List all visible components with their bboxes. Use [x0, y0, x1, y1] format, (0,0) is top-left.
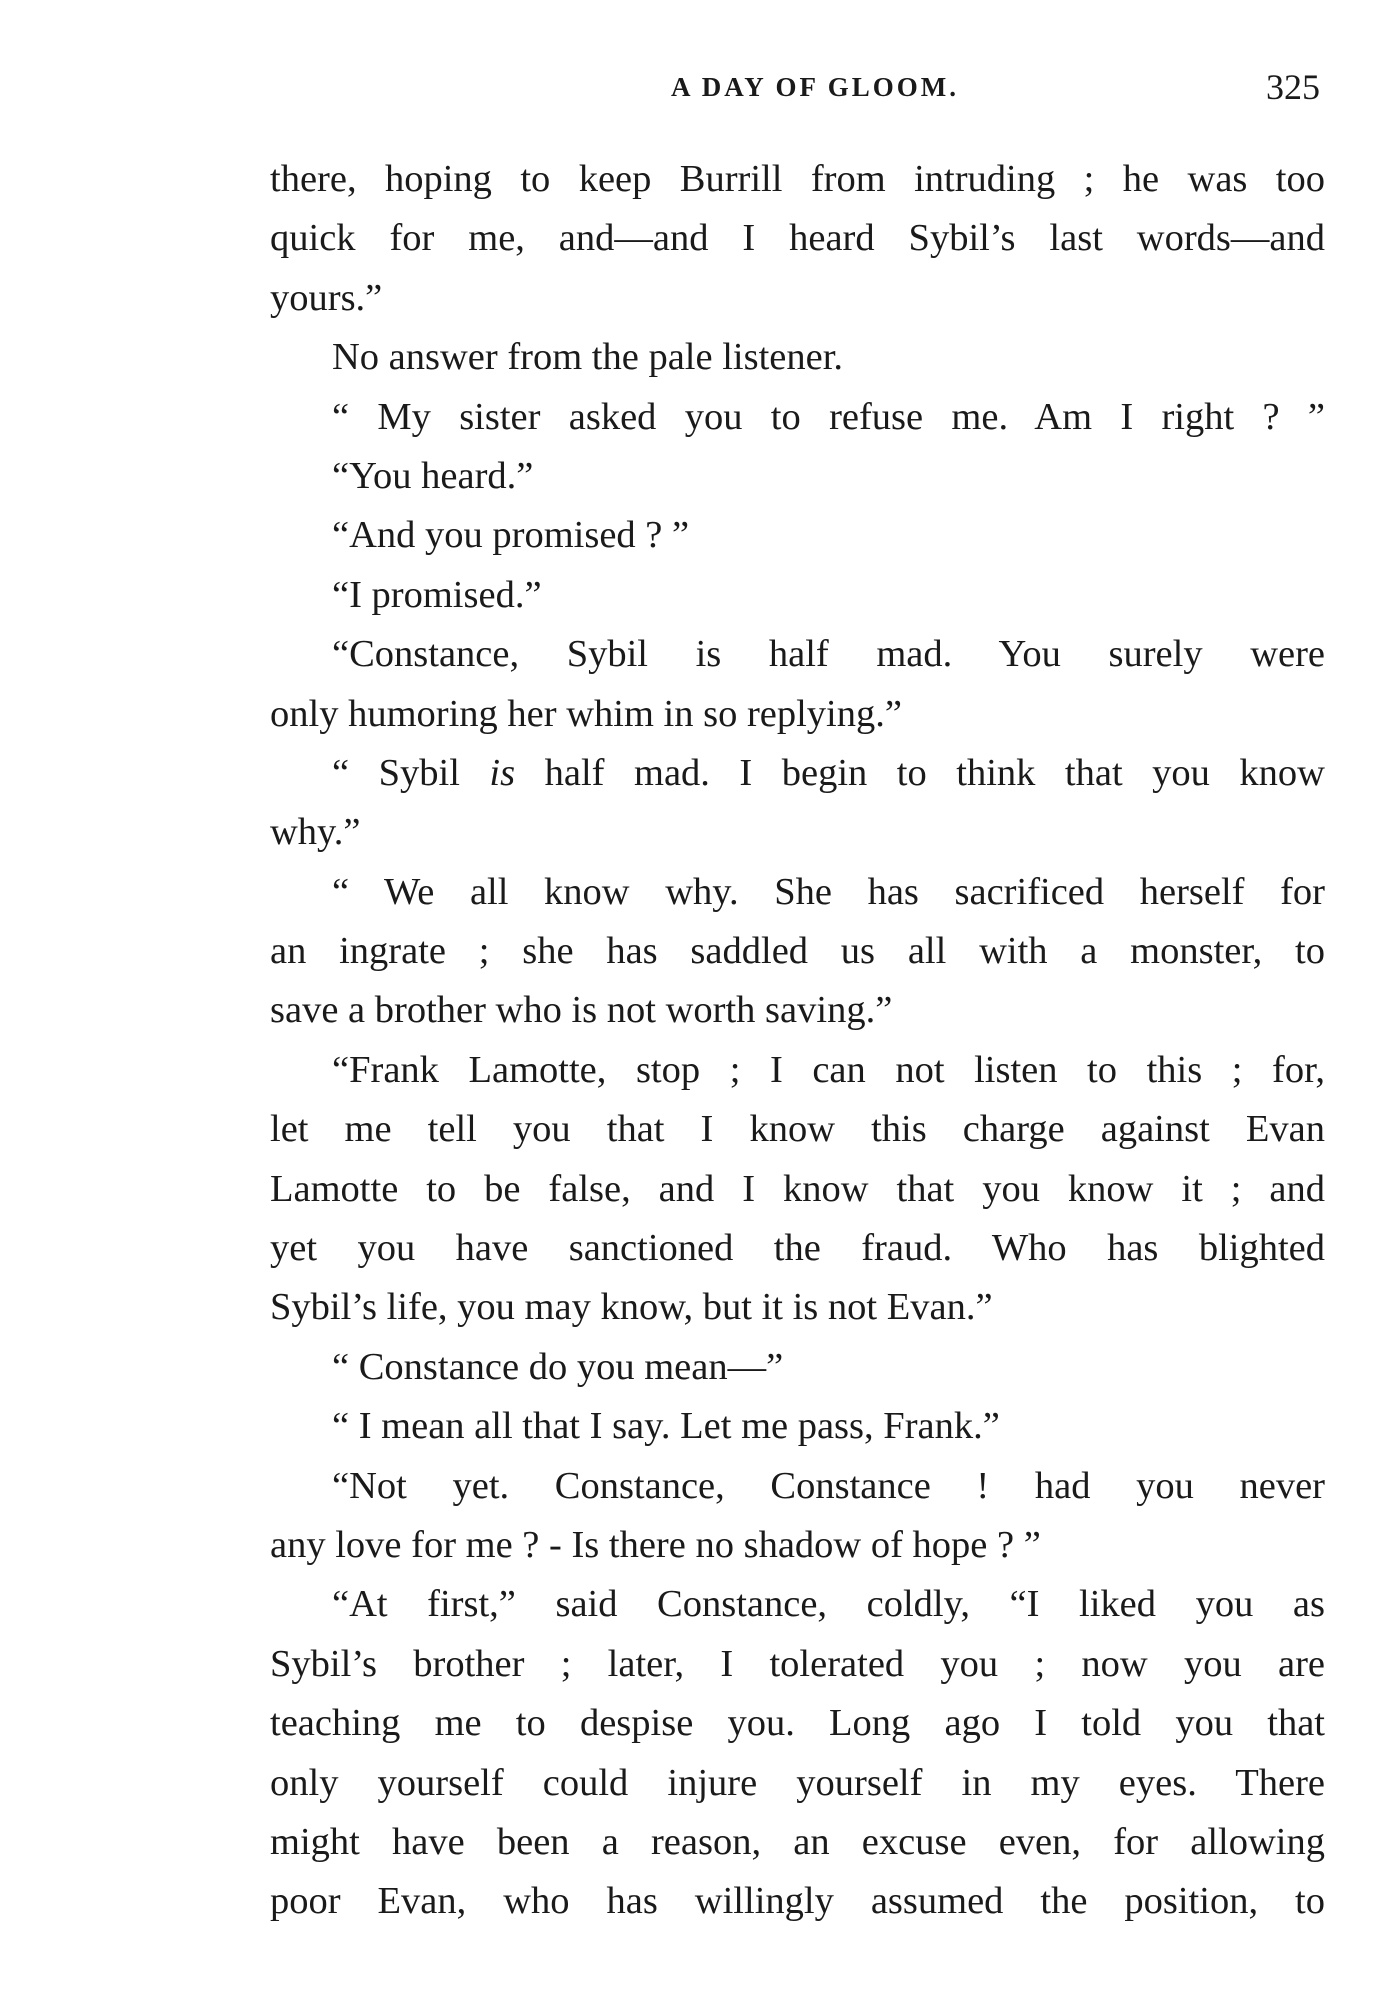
text-line: let me tell you that I know this charge against Evan: [270, 1108, 1325, 1151]
emphasized-word: is: [489, 751, 516, 794]
body-text: [270, 150, 1325, 1932]
text-segment: “ Sybil: [332, 751, 490, 794]
page-number: 325: [1266, 67, 1320, 107]
text-line: “Not yet. Constance, Constance ! had you never: [332, 1464, 1325, 1507]
text-line: might have been a reason, an excuse even, for allowing: [270, 1820, 1325, 1863]
text-line: an ingrate ; she has saddled us all with a monster, to: [270, 930, 1325, 973]
running-head: [270, 66, 1320, 116]
text-line: save a brother who is not worth saving.”: [270, 989, 893, 1032]
text-line: “You heard.”: [332, 454, 534, 497]
text-line: “I promised.”: [332, 573, 542, 616]
text-line: yet you have sanctioned the fraud. Who has blighted: [270, 1227, 1325, 1270]
text-line: quick for me, and—and I heard Sybil’s last words—and: [270, 217, 1325, 260]
text-line: yours.”: [270, 276, 383, 319]
text-line: Sybil’s brother ; later, I tolerated you ; now you are: [270, 1642, 1325, 1685]
text-line: only yourself could injure yourself in my eyes. There: [270, 1761, 1325, 1804]
text-line: poor Evan, who has willingly assumed the position, to: [270, 1880, 1325, 1923]
text-line: “Frank Lamotte, stop ; I can not listen to this ; for,: [332, 1048, 1325, 1091]
text-line: “ We all know why. She has sacrificed herself for: [332, 870, 1325, 913]
text-line: only humoring her whim in so replying.”: [270, 692, 902, 735]
text-line: Sybil’s life, you may know, but it is not Evan.”: [270, 1286, 993, 1329]
text-line: “ My sister asked you to refuse me. Am I right ? ”: [332, 395, 1325, 438]
text-line: [270, 744, 1325, 803]
running-title: A DAY OF GLOOM.: [670, 72, 959, 102]
text-line: why.”: [270, 811, 361, 854]
text-line: teaching me to despise you. Long ago I told you that: [270, 1702, 1325, 1745]
text-line: any love for me ? - Is there no shadow of hope ? ”: [270, 1523, 1041, 1566]
text-line: “ I mean all that I say. Let me pass, Frank.”: [332, 1405, 1000, 1448]
text-line: “At first,” said Constance, coldly, “I liked you as: [332, 1583, 1325, 1626]
text-segment: half mad. I begin to think that you know: [515, 751, 1325, 794]
text-line: “ Constance do you mean—”: [332, 1345, 784, 1388]
text-line: “Constance, Sybil is half mad. You surely were: [332, 633, 1325, 676]
text-line: “And you promised ? ”: [332, 514, 690, 557]
text-line: No answer from the pale listener.: [332, 336, 844, 379]
text-line: there, hoping to keep Burrill from intruding ; he was too: [270, 158, 1325, 200]
text-line: Lamotte to be false, and I know that you know it ; and: [270, 1167, 1325, 1210]
